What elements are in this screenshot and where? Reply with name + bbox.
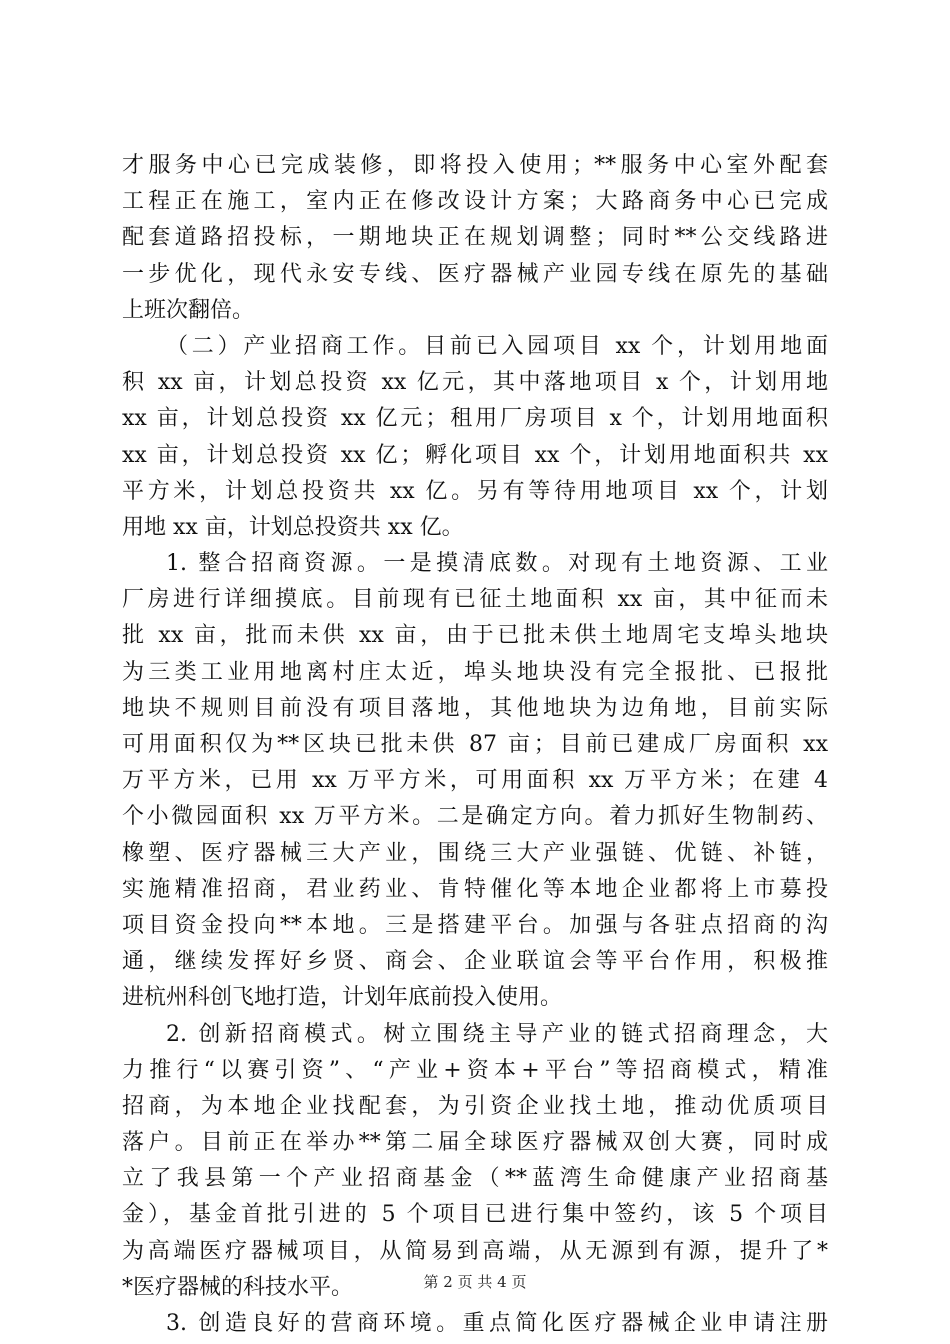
- text-line: 实施精准招商，君业药业、肯特催化等本地企业都将上市募投: [122, 876, 828, 902]
- text-line: xx 亩，计划总投资 xx 亿元；租用厂房项目 x 个，计划用地面积: [122, 406, 828, 432]
- text-line: 项目资金投向**本地。三是搭建平台。加强与各驻点招商的沟: [122, 912, 828, 938]
- text-line: xx 亩，计划总投资 xx 亿；孵化项目 xx 个，计划用地面积共 xx: [122, 442, 828, 468]
- text-line: 进杭州科创飞地打造，计划年底前投入使用。: [122, 985, 563, 1011]
- text-line: 地块不规则目前没有项目落地，其他地块为边角地，目前实际: [122, 695, 828, 721]
- text-line: 3. 创造良好的营商环境。重点简化医疗器械企业申请注册: [166, 1311, 828, 1336]
- text-line: 可用面积仅为**区块已批未供 87 亩；目前已建成厂房面积 xx: [122, 732, 828, 757]
- document-body: [122, 148, 828, 1342]
- text-line: 才服务中心已完成装修，即将投入使用；**服务中心室外配套: [122, 153, 828, 178]
- text-line: 厂房进行详细摸底。目前现有已征土地面积 xx 亩，其中征而未: [122, 587, 828, 613]
- text-line: 积 xx 亩，计划总投资 xx 亿元，其中落地项目 x 个，计划用地: [122, 370, 828, 396]
- text-line: 力推行“以赛引资”、“产业+资本+平台”等招商模式，精准: [122, 1057, 828, 1083]
- text-line: 万平方米，已用 xx 万平方米，可用面积 xx 万平方米；在建 4: [122, 768, 828, 794]
- text-line: 一步优化，现代永安专线、医疗器械产业园专线在原先的基础: [122, 261, 828, 287]
- text-line: 落户。目前正在举办**第二届全球医疗器械双创大赛，同时成: [122, 1130, 828, 1156]
- text-line: *医疗器械的科技水平。: [122, 1274, 354, 1300]
- text-line: 为高端医疗器械项目，从简易到高端，从无源到有源，提升了*: [122, 1238, 828, 1264]
- text-line: 平方米，计划总投资共 xx 亿。另有等待用地项目 xx 个，计划: [122, 478, 828, 504]
- text-line: 2. 创新招商模式。树立围绕主导产业的链式招商理念，大: [166, 1021, 828, 1047]
- text-line: 通，继续发挥好乡贤、商会、企业联谊会等平台作用，积极推: [122, 949, 828, 975]
- text-line: 配套道路招投标，一期地块正在规划调整；同时**公交线路进: [122, 225, 828, 251]
- text-line: 用地 xx 亩，计划总投资共 xx 亿。: [122, 514, 464, 540]
- text-line: 招商，为本地企业找配套，为引资企业找土地，推动优质项目: [122, 1093, 828, 1119]
- text-line: 橡塑、医疗器械三大产业，围绕三大产业强链、优链、补链，: [122, 840, 828, 866]
- text-line: 立了我县第一个产业招商基金（**蓝湾生命健康产业招商基: [122, 1166, 828, 1192]
- text-line: 为三类工业用地离村庄太近，埠头地块没有完全报批、已报批: [122, 659, 828, 685]
- text-line: 工程正在施工，室内正在修改设计方案；大路商务中心已完成: [122, 189, 828, 215]
- page-footer: 第 2 页 共 4 页: [423, 1273, 527, 1291]
- text-line: 个小微园面积 xx 万平方米。二是确定方向。着力抓好生物制药、: [122, 804, 828, 830]
- text-line: 金），基金首批引进的 5 个项目已进行集中签约，该 5 个项目: [122, 1202, 828, 1228]
- text-line: 1. 整合招商资源。一是摸清底数。对现有土地资源、工业: [166, 551, 828, 577]
- text-line: 上班次翻倍。: [122, 297, 255, 323]
- text-line: （二）产业招商工作。目前已入园项目 xx 个，计划用地面: [166, 333, 828, 359]
- text-line: 批 xx 亩，批而未供 xx 亩，由于已批未供土地周宅支埠头地块: [122, 623, 828, 649]
